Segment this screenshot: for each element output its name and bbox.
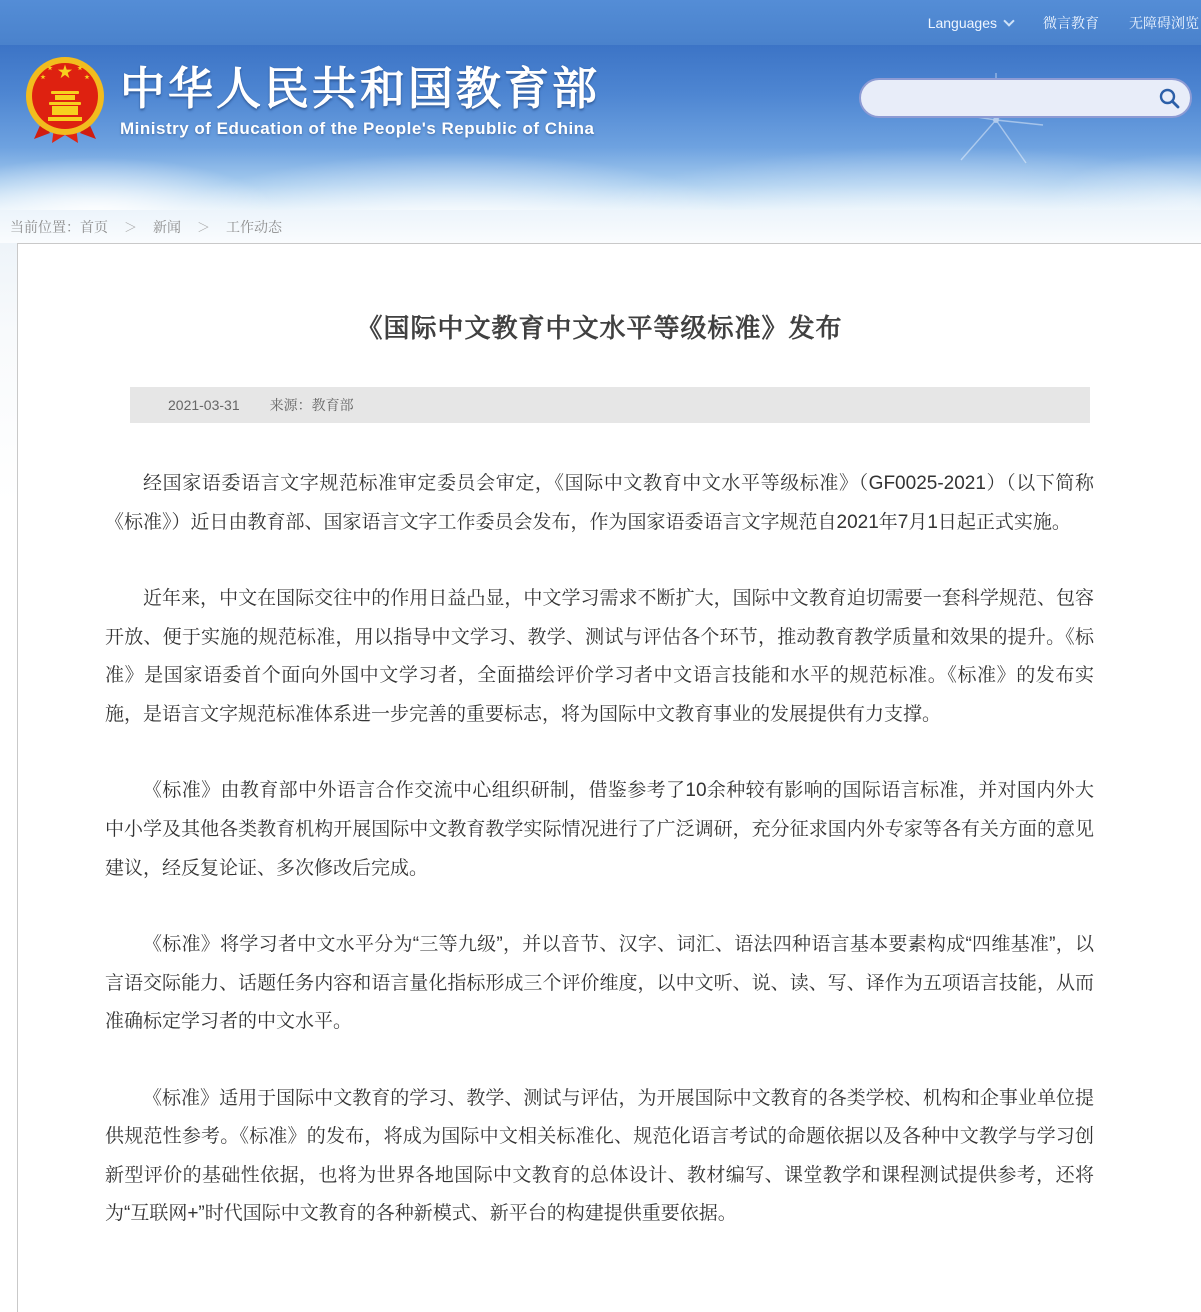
breadcrumb-separator: ＞ <box>197 220 211 235</box>
site-title: 中华人民共和国教育部 <box>120 63 601 115</box>
article-paragraph: 经国家语委语言文字规范标准审定委员会审定，《国际中文教育中文水平等级标准》（GF0025-2021）（以下简称《标准》）近日由教育部、国家语言文字工作委员会发布，作为国家语委语言文字规范自2021年7月1日起正式实施。 <box>105 473 1094 533</box>
article-paragraph: 近年来，中文在国际交往中的作用日益凸显，中文学习需求不断扩大，国际中文教育迫切需要一套科学规范、包容开放、便于实施的规范标准，用以指导中文学习、教学、测试与评估各个环节，推动教育教学质量和效果的提升。《标准》是国家语委首个面向外国中文学习者，全面描绘评价学习者中文语言技能和水平的规范标准。《标准》的发布实施，是语言文字规范标准体系进一步完善的重要标志，将为国际中文教育事业的发展提供有力支撑。 <box>105 588 1094 725</box>
topbar-link-accessibility[interactable]: 无障碍浏览 <box>1129 14 1199 31</box>
search-icon <box>1158 87 1180 109</box>
breadcrumb-news[interactable]: 新闻 <box>153 218 182 235</box>
topbar-link-weiyan-edu[interactable]: 微言教育 <box>1043 14 1099 31</box>
breadcrumb-home[interactable]: 首页 <box>80 218 108 235</box>
languages-menu[interactable] <box>928 15 1013 31</box>
search-input[interactable] <box>861 80 1148 116</box>
publish-date: 2021-03-31 <box>168 397 240 413</box>
article-body <box>105 465 1094 1234</box>
languages-label: Languages <box>927 14 997 31</box>
article-source: 来源：教育部 <box>269 397 354 413</box>
article-title: 《国际中文教育中文水平等级标准》发布 <box>356 313 843 343</box>
search-button[interactable] <box>1148 80 1190 116</box>
site-banner <box>0 45 1201 210</box>
article-paragraph: 《标准》将学习者中文水平分为“三等九级”，并以音节、汉字、词汇、语法四种语言基本要素构成“四维基准”，以言语交际能力、话题任务内容和语言量化指标形成三个评价维度，以中文听、说、读、写、译作为五项语言技能，从而准确标定学习者的中文水平。 <box>105 934 1094 1033</box>
article-panel <box>17 243 1201 1312</box>
content-background <box>0 243 1201 1312</box>
article-paragraph: 《标准》适用于国际中文教育的学习、教学、测试与评估，为开展国际中文教育的各类学校、机构和企事业单位提供规范性参考。《标准》的发布，将成为国际中文相关标准化、规范化语言考试的命题依据以及各种中文教学与学习创新型评价的基础性依据，也将为世界各地国际中文教育的总体设计、教材编写、课堂教学和课程测试提供参考，还将为“互联网+”时代国际中文教育的各种新模式、新平台的构建提供重要依据。 <box>105 1087 1094 1225</box>
topbar <box>0 0 1201 45</box>
breadcrumb-work-updates[interactable]: 工作动态 <box>226 218 283 235</box>
brand-text <box>120 63 600 139</box>
chevron-down-icon <box>1003 15 1014 26</box>
article-paragraph: 《标准》由教育部中外语言合作交流中心组织研制，借鉴参考了10余种较有影响的国际语言标准，并对国内外大中小学及其他各类教育机构开展国际中文教育教学实际情况进行了广泛调研，充分征求国内外专家等各有关方面的意见建议，经反复论证、多次修改后完成。 <box>105 780 1094 879</box>
site-brand[interactable] <box>24 55 600 147</box>
site-subtitle: Ministry of Education of the People's Republic of China <box>120 118 595 138</box>
breadcrumb-separator: ＞ <box>124 220 138 235</box>
breadcrumb <box>0 210 1201 243</box>
article-meta-bar <box>130 387 1090 423</box>
national-emblem-logo <box>24 55 106 147</box>
search-bar <box>859 78 1192 118</box>
breadcrumb-label: 当前位置： <box>10 218 80 235</box>
